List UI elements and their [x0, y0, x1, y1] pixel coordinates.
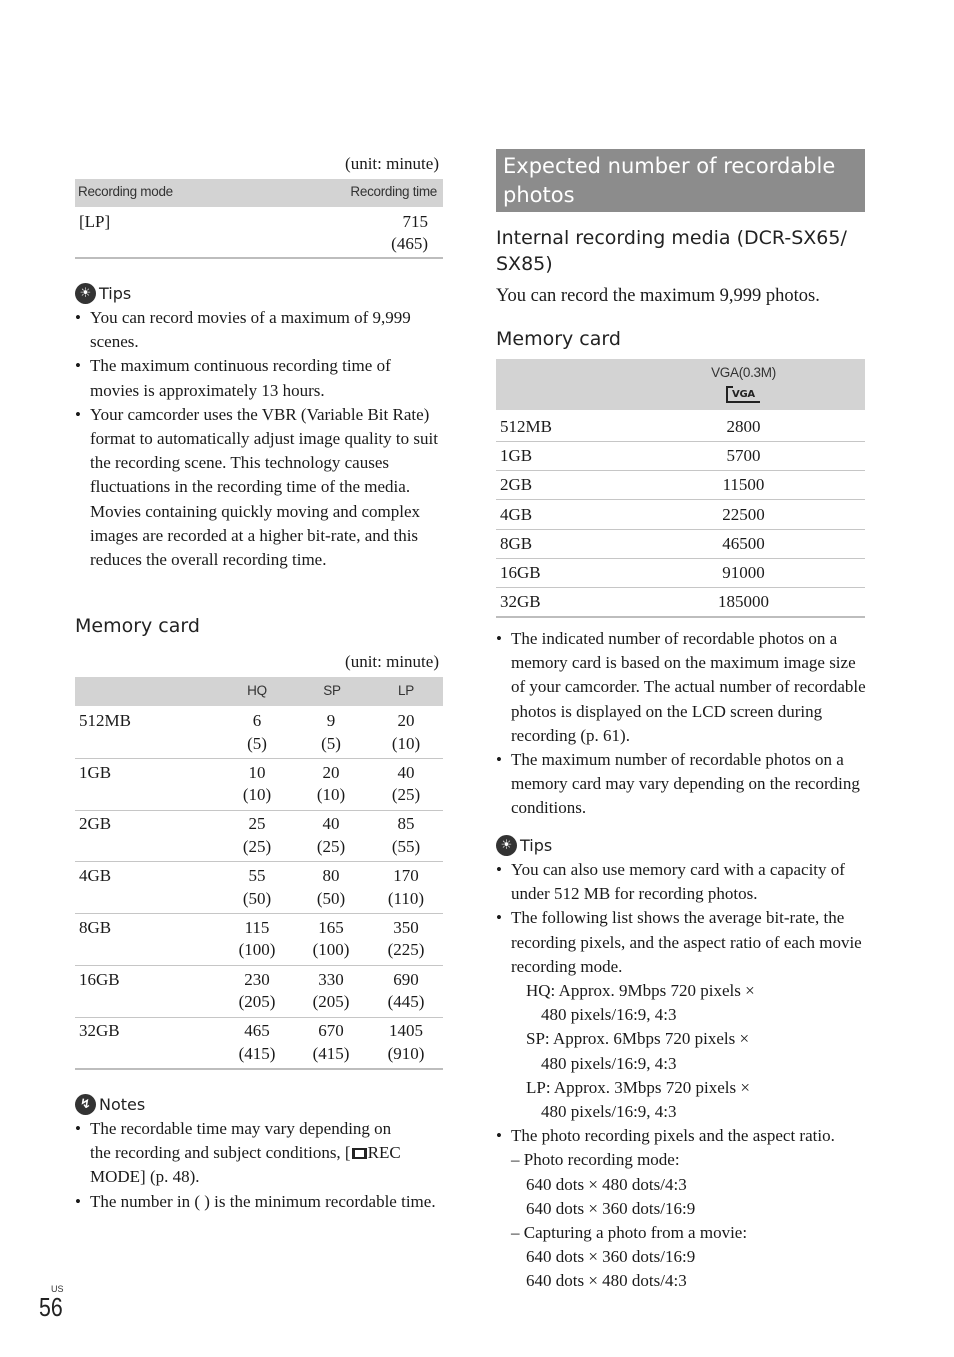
row-divider	[496, 558, 865, 559]
minutes-cell: 20	[322, 762, 340, 782]
min-minutes-cell: (5)	[247, 733, 267, 753]
tips-list	[496, 858, 868, 1294]
notes-title: Notes	[99, 1095, 146, 1114]
list-item: • Your camcorder uses the VBR (Variable Bit Rate) format to automatically adjust image quality to suit the recording scene. This technology causes fluctuations in the recording time of the media. Movies containing quickly moving and complex images are recorded at a higher bit-rate, and this reduces the overall recording time.	[75, 403, 439, 572]
tip-text: You can also use memory card with a capacity of under 512 MB for recording photos.	[511, 860, 845, 904]
min-minutes-cell: (205)	[312, 992, 350, 1011]
region-label: US	[51, 1284, 64, 1294]
minutes-cell: 465	[244, 1021, 270, 1041]
minutes-cell: 40	[397, 762, 415, 782]
row-divider	[496, 470, 865, 471]
min-minutes-cell: (910)	[387, 1043, 425, 1063]
min-minutes-cell: (100)	[312, 940, 350, 960]
list-item: • The following list shows the average bit-rate, the recording pixels, and the aspect ratio of each movie recording mode.	[496, 908, 862, 976]
card-cell: 2GB	[79, 814, 112, 834]
minutes-cell: 10	[248, 762, 266, 782]
list-item: • The photo recording pixels and the aspect ratio.	[496, 1126, 835, 1146]
min-minutes-cell: (50)	[316, 888, 346, 908]
notes-icon: ↯	[75, 1094, 96, 1115]
min-minutes-cell: (205)	[238, 992, 276, 1011]
card-cell: 8GB	[500, 533, 533, 553]
column-header-hq: HQ	[247, 683, 267, 698]
note-text: The number in ( ) is the minimum recordable time.	[90, 1191, 436, 1211]
vga-size-icon	[726, 386, 760, 403]
memory-card-heading: Memory card	[75, 615, 200, 637]
list-item: • You can also use memory card with a capacity of under 512 MB for recording photos.	[496, 860, 845, 904]
minutes-cell: 55	[248, 866, 266, 886]
sub-line: 640 dots × 360 dots/16:9	[526, 1247, 696, 1267]
minutes-cell: 165	[318, 917, 344, 937]
card-cell: 16GB	[79, 969, 120, 989]
min-minutes-cell: (110)	[387, 888, 425, 908]
card-cell: 512MB	[79, 711, 131, 730]
table-header	[75, 179, 443, 207]
mode-cell: [LP]	[79, 212, 111, 231]
lightbulb-icon: ☀	[496, 835, 517, 856]
vga-icon-label: VGA	[732, 389, 755, 400]
mode-line: LP: Approx. 3Mbps 720 pixels ×	[526, 1077, 750, 1097]
section-banner: Expected number of recordable photos	[496, 149, 865, 212]
minutes-cell: 40	[322, 814, 340, 834]
time-cell: 715	[402, 212, 428, 231]
card-cell: 16GB	[500, 563, 541, 582]
row-divider	[75, 758, 443, 759]
minutes-cell: 85	[397, 814, 415, 834]
memory-card-heading: Memory card	[496, 328, 621, 350]
minutes-cell: 20	[397, 711, 415, 730]
note-text: MODE] (p. 48).	[90, 1167, 200, 1187]
mode-line: SP: Approx. 6Mbps 720 pixels ×	[526, 1029, 750, 1049]
min-minutes-cell: (50)	[242, 888, 272, 908]
tip-text: The following list shows the average bit-rate, the recording pixels, and the aspect ratio of each movie recording mode.	[511, 908, 862, 976]
minutes-cell: 230	[244, 969, 270, 989]
photo-notes-list	[496, 627, 868, 821]
row-divider	[496, 529, 865, 530]
minutes-cell: 1405	[389, 1021, 423, 1041]
photo-count-cell: 46500	[722, 533, 765, 553]
card-cell: 4GB	[79, 866, 112, 886]
minutes-cell: 6	[252, 711, 262, 730]
list-item: • The recordable time may vary depending on the recording and subject conditions, [ REC MODE] (p. 48).	[75, 1119, 401, 1187]
list-item: • The indicated number of recordable photos on a memory card is based on the maximum image size of your camcorder. The actual number of recordable photos is displayed on the LCD screen during recording (p. 61).	[496, 627, 868, 748]
row-divider	[75, 810, 443, 811]
column-header-time: Recording time	[350, 184, 437, 199]
sub-line: 640 dots × 480 dots/4:3	[526, 1271, 687, 1291]
tips-title: Tips	[520, 836, 553, 855]
row-divider	[496, 499, 865, 500]
row-divider	[496, 441, 865, 442]
photo-count-cell: 185000	[718, 592, 769, 612]
photo-count-cell: 11500	[722, 475, 765, 495]
list-item: • The number in ( ) is the minimum recordable time.	[75, 1191, 436, 1211]
photo-count-cell: 22500	[722, 504, 765, 524]
mode-line: 480 pixels/16:9, 4:3	[541, 1005, 677, 1025]
card-cell: 8GB	[79, 917, 112, 937]
minutes-cell: 350	[393, 917, 419, 937]
minutes-cell: 170	[393, 866, 419, 886]
lightbulb-icon: ☀	[75, 283, 96, 304]
sub-heading: – Capturing a photo from a movie:	[511, 1223, 748, 1243]
mode-line: HQ: Approx. 9Mbps 720 pixels ×	[526, 981, 755, 1001]
row-divider	[496, 616, 865, 618]
list-item: • You can record movies of a maximum of 9,999 scenes.	[75, 306, 439, 354]
minutes-cell: 9	[326, 711, 336, 730]
column-header-mode: Recording mode	[78, 184, 173, 199]
time-min-cell: (465)	[391, 234, 428, 253]
card-cell: 1GB	[500, 446, 533, 466]
internal-media-heading: Internal recording media (DCR-SX65/ SX85)	[496, 227, 847, 275]
min-minutes-cell: (445)	[387, 992, 425, 1011]
minutes-cell: 115	[244, 917, 270, 937]
tips-title: Tips	[99, 284, 132, 303]
tip-text: The photo recording pixels and the aspect ratio.	[511, 1126, 835, 1146]
min-minutes-cell: (10)	[242, 785, 272, 805]
row-divider	[75, 1017, 443, 1018]
row-divider	[75, 965, 443, 966]
min-minutes-cell: (225)	[387, 940, 425, 960]
min-minutes-cell: (5)	[321, 733, 341, 753]
tips-heading	[75, 283, 131, 304]
card-cell: 32GB	[500, 592, 541, 612]
note-text: the recording and subject conditions, [	[90, 1143, 351, 1163]
tips-heading	[496, 835, 552, 856]
mode-line: 480 pixels/16:9, 4:3	[541, 1102, 677, 1122]
min-minutes-cell: (25)	[316, 836, 346, 856]
unit-label: (unit: minute)	[345, 652, 439, 671]
card-cell: 32GB	[79, 1021, 120, 1041]
table-header	[496, 359, 865, 410]
minutes-cell: 690	[393, 969, 419, 989]
min-minutes-cell: (10)	[316, 785, 346, 805]
min-minutes-cell: (415)	[238, 1043, 276, 1063]
card-cell: 2GB	[500, 475, 533, 495]
table-rule	[75, 257, 443, 259]
note-text: REC	[367, 1143, 401, 1163]
min-minutes-cell: (25)	[391, 785, 421, 805]
notes-list	[75, 1117, 439, 1214]
list-item: • The maximum number of recordable photos on a memory card may vary depending on the recording conditions.	[496, 748, 868, 821]
minutes-cell: 25	[248, 814, 266, 834]
photo-count-cell: 2800	[726, 417, 761, 436]
notes-heading	[75, 1094, 145, 1115]
table-header	[75, 677, 443, 706]
column-header-sp: SP	[323, 683, 341, 698]
min-minutes-cell: (10)	[391, 733, 421, 753]
unit-label: (unit: minute)	[345, 154, 439, 173]
list-item: • The maximum continuous recording time of movies is approximately 13 hours.	[75, 354, 439, 402]
card-cell: 512MB	[500, 417, 552, 436]
minutes-cell: 80	[322, 866, 340, 886]
sub-line: 640 dots × 480 dots/4:3	[526, 1174, 687, 1194]
minutes-cell: 670	[318, 1021, 344, 1041]
tips-list	[75, 306, 439, 572]
photo-count-cell: 91000	[722, 563, 765, 582]
film-icon	[352, 1148, 367, 1159]
min-minutes-cell: (25)	[242, 836, 272, 856]
min-minutes-cell: (415)	[312, 1043, 350, 1063]
mode-line: 480 pixels/16:9, 4:3	[541, 1053, 677, 1073]
card-cell: 4GB	[500, 504, 533, 524]
min-minutes-cell: (55)	[391, 836, 421, 856]
row-divider	[496, 587, 865, 588]
row-divider	[75, 861, 443, 862]
internal-media-text: You can record the maximum 9,999 photos.	[496, 286, 820, 306]
row-divider	[75, 1068, 443, 1070]
page-number: 56	[39, 1292, 63, 1322]
column-header-lp: LP	[398, 683, 414, 698]
note-text: The recordable time may vary depending on	[90, 1119, 392, 1138]
minutes-cell: 330	[318, 969, 344, 989]
column-header-vga: VGA(0.3M)	[711, 365, 776, 380]
row-divider	[75, 913, 443, 914]
min-minutes-cell: (100)	[238, 940, 276, 960]
sub-heading: – Photo recording mode:	[511, 1150, 680, 1170]
photo-count-cell: 5700	[726, 446, 761, 466]
sub-line: 640 dots × 360 dots/16:9	[526, 1198, 696, 1218]
card-cell: 1GB	[79, 762, 112, 782]
